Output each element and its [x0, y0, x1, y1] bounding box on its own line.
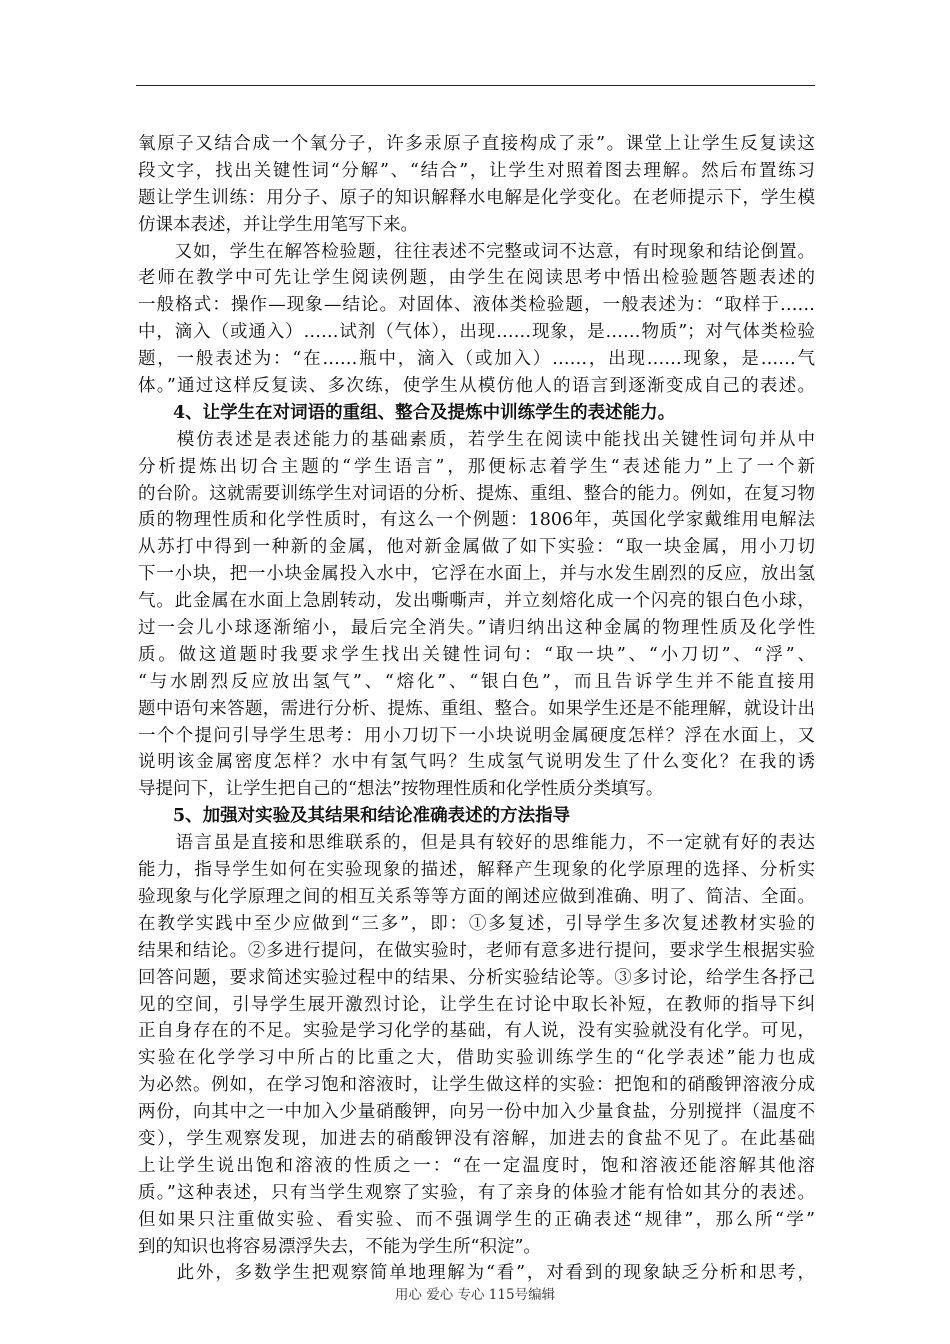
- text-line: 中，滴入（或通入）……试剂（气体），出现……现象，是……物质”；对气体类检验: [138, 322, 815, 343]
- text-line: 为必然。例如，在学习饱和溶液时，让学生做这样的实验：把饱和的硝酸钾溶液分成: [138, 1075, 815, 1096]
- text-line: 一般格式：操作—现象—结论。对固体、液体类检验题，一般表述为：“取样于……: [138, 295, 815, 316]
- text-line: 分析提炼出切合主题的“学生语言”，那便标志着学生“表述能力”上了一个新: [138, 456, 815, 477]
- text-line: 正自身存在的不足。实验是学习化学的基础，有人说，没有实验就没有化学。可见，: [138, 1021, 815, 1042]
- text-line: 老师在教学中可先让学生阅读例题，由学生在阅读思考中悟出检验题答题表述的: [138, 268, 815, 289]
- text-line: 从苏打中得到一种新的金属，他对新金属做了如下实验：“取一块金属，用小刀切: [138, 537, 815, 558]
- text-line: 此外，多数学生把观察简单地理解为“看”，对看到的现象缺乏分析和思考，: [138, 1263, 815, 1284]
- text-line: 气。此金属在水面上急剧转动，发出嘶嘶声，并立刻熔化成一个闪亮的银白色小球，: [138, 591, 815, 612]
- text-line: 模仿表述是表述能力的基础素质，若学生在阅读中能找出关键性词句并从中: [138, 429, 815, 450]
- text-line: 题，一般表述为：“在……瓶中，滴入（或加入）……，出现……现象，是……气: [138, 349, 815, 370]
- text-line: 验现象与化学原理之间的相互关系等等方面的阐述应做到准确、明了、简洁、全面。: [138, 886, 815, 907]
- page-footer: 用心 爱心 专心 115号编辑: [394, 1287, 556, 1303]
- text-line: 质。做这道题时我要求学生找出关键性词句：“取一块”、“小刀切”、“浮”、: [138, 644, 815, 665]
- section-heading-4: 4、让学生在对词语的重组、整合及提炼中训练学生的表述能力。: [138, 402, 676, 423]
- text-line: 见的空间，引导学生展开激烈讨论，让学生在讨论中取长补短，在教师的指导下纠: [138, 994, 815, 1015]
- text-line: 到的知识也将容易漂浮失去，不能为学生所“积淀”。: [138, 1236, 541, 1257]
- text-line: 的台阶。这就需要训练学生对词语的分析、提炼、重组、整合的能力。例如，在复习物: [138, 483, 815, 504]
- text-line: 两份，向其中之一中加入少量硝酸钾，向另一份中加入少量食盐，分别搅拌（温度不: [138, 1102, 815, 1123]
- text-line: 过一会儿小球逐渐缩小，最后完全消失。”请归纳出这种金属的物理性质及化学性: [138, 618, 815, 639]
- text-line: 能力，指导学生如何在实验现象的描述，解释产生现象的化学原理的选择、分析实: [138, 860, 815, 881]
- text-line: 题让学生训练：用分子、原子的知识解释水电解是化学变化。在老师提示下，学生模: [138, 187, 815, 208]
- text-line: 变），学生观察发现，加进去的硝酸钾没有溶解，加进去的食盐不见了。在此基础: [138, 1128, 815, 1149]
- text-line: 质。”这种表述，只有当学生观察了实验，有了亲身的体验才能有恰如其分的表述。: [138, 1182, 815, 1203]
- text-line: 仿课本表述，并让学生用笔写下来。: [138, 214, 418, 235]
- text-line: 氧原子又结合成一个氧分子，许多汞原子直接构成了汞”。课堂上让学生反复读这: [138, 134, 815, 154]
- text-line: 说明该金属密度怎样？水中有氢气吗？生成氢气说明发生了什么变化？在我的诱: [138, 752, 815, 773]
- text-line: 导提问下，让学生把自己的“想法”按物理性质和化学性质分类填写。: [138, 779, 664, 800]
- text-line: 回答问题，要求简述实验过程中的结果、分析实验结论等。③多讨论，给学生各抒己: [138, 967, 815, 988]
- header-rule: [136, 85, 815, 86]
- text-line: 一个个提问引导学生思考：用小刀切下一小块说明金属硬度怎样？浮在水面上，又: [138, 725, 815, 746]
- text-line: 上让学生说出饱和溶液的性质之一：“在一定温度时，饱和溶液还能溶解其他溶: [138, 1155, 815, 1176]
- text-line: 体。”通过这样反复读、多次练，使学生从模仿他人的语言到逐渐变成自己的表述。: [138, 376, 815, 397]
- text-line: 段文字，找出关键性词“分解”、“结合”，让学生对照着图去理解。然后布置练习: [138, 160, 815, 181]
- text-line: 题中语句来答题，需进行分析、提炼、重组、整合。如果学生还是不能理解，就设计出: [138, 698, 815, 719]
- text-line: 但如果只注重做实验、看实验、而不强调学生的正确表述“规律”，那么所“学”: [138, 1209, 815, 1230]
- text-line: 在教学实践中至少应做到“三多”，即：①多复述，引导学生多次复述教材实验的: [138, 913, 815, 934]
- text-line: 语言虽是直接和思维联系的，但是具有较好的思维能力，不一定就有好的表达: [138, 833, 815, 854]
- section-heading-5: 5、加强对实验及其结果和结论准确表述的方法指导: [138, 806, 571, 827]
- document-body: [138, 131, 815, 1287]
- text-line: 质的物理性质和化学性质时，有这么一个例题：1806年，英国化学家戴维用电解法: [138, 510, 815, 531]
- text-line: 下一小块，把一小块金属投入水中，它浮在水面上，并与水发生剧烈的反应，放出氢: [138, 564, 815, 585]
- text-line: 又如，学生在解答检验题，往往表述不完整或词不达意，有时现象和结论倒置。: [138, 241, 815, 262]
- text-line: 实验在化学学习中所占的比重之大，借助实验训练学生的“化学表述”能力也成: [138, 1048, 815, 1069]
- text-line: “与水剧烈反应放出氢气”、“熔化”、“银白色”，而且告诉学生并不能直接用: [138, 671, 815, 692]
- text-line: 结果和结论。②多进行提问，在做实验时，老师有意多进行提问，要求学生根据实验: [138, 940, 815, 961]
